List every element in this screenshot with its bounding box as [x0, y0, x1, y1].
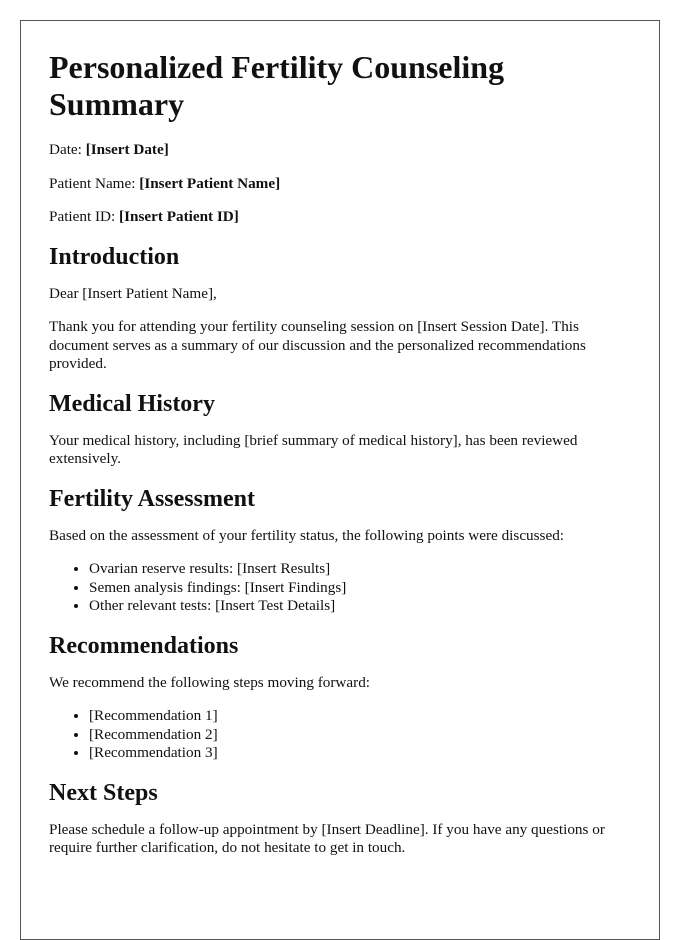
list-item: • [Recommendation 1]	[89, 707, 631, 726]
medical-history-body: Your medical history, including [brief summary of medical history], has been reviewed extensively.	[49, 431, 578, 467]
meta-patient-name-label: Patient Name:	[49, 174, 140, 192]
next-steps-heading: Next Steps	[49, 779, 158, 806]
medical-history-heading: Medical History	[49, 390, 215, 417]
meta-patient-id-value: [Insert Patient ID]	[119, 208, 239, 225]
recommendations-list	[49, 707, 631, 763]
meta-date-value: [Insert Date]	[85, 141, 169, 158]
introduction-body: Thank you for attending your fertility counseling session on [Insert Session Date]. This document serves as a summary of our discussion and the personalized recommendations provided.	[49, 318, 586, 372]
meta-patient-name	[49, 175, 631, 194]
list-item: • [Recommendation 3]	[89, 744, 631, 763]
introduction-salutation: Dear [Insert Patient Name],	[49, 284, 217, 302]
meta-patient-id-label: Patient ID:	[49, 208, 120, 225]
recommendations-section	[49, 632, 631, 763]
list-item: • Other relevant tests: [Insert Test Details]	[89, 597, 631, 616]
next-steps-body: Please schedule a follow-up appointment by [Insert Deadline]. If you have any questions or require further clarification, do not hesitate to get in touch.	[49, 820, 605, 856]
document-title: Personalized Fertility Counseling Summary	[49, 49, 505, 122]
introduction-section	[49, 243, 631, 374]
meta-date	[49, 141, 631, 160]
meta-patient-id	[49, 208, 631, 227]
fertility-assessment-list	[49, 560, 631, 616]
document-page	[20, 20, 660, 940]
fertility-assessment-section	[49, 485, 631, 616]
next-steps-section	[49, 779, 631, 858]
list-item: • [Recommendation 2]	[89, 726, 631, 745]
fertility-assessment-heading: Fertility Assessment	[49, 485, 255, 512]
recommendations-body: We recommend the following steps moving forward:	[49, 673, 371, 691]
introduction-heading: Introduction	[49, 243, 180, 270]
list-item: • Ovarian reserve results: [Insert Results]	[89, 560, 631, 579]
medical-history-section	[49, 390, 631, 469]
list-item: • Semen analysis findings: [Insert Findings]	[89, 579, 631, 598]
meta-patient-name-value: [Insert Patient Name]	[139, 174, 281, 192]
meta-date-label: Date:	[49, 141, 86, 158]
recommendations-heading: Recommendations	[49, 632, 239, 659]
fertility-assessment-body: Based on the assessment of your fertility status, the following points were discussed:	[49, 526, 565, 544]
